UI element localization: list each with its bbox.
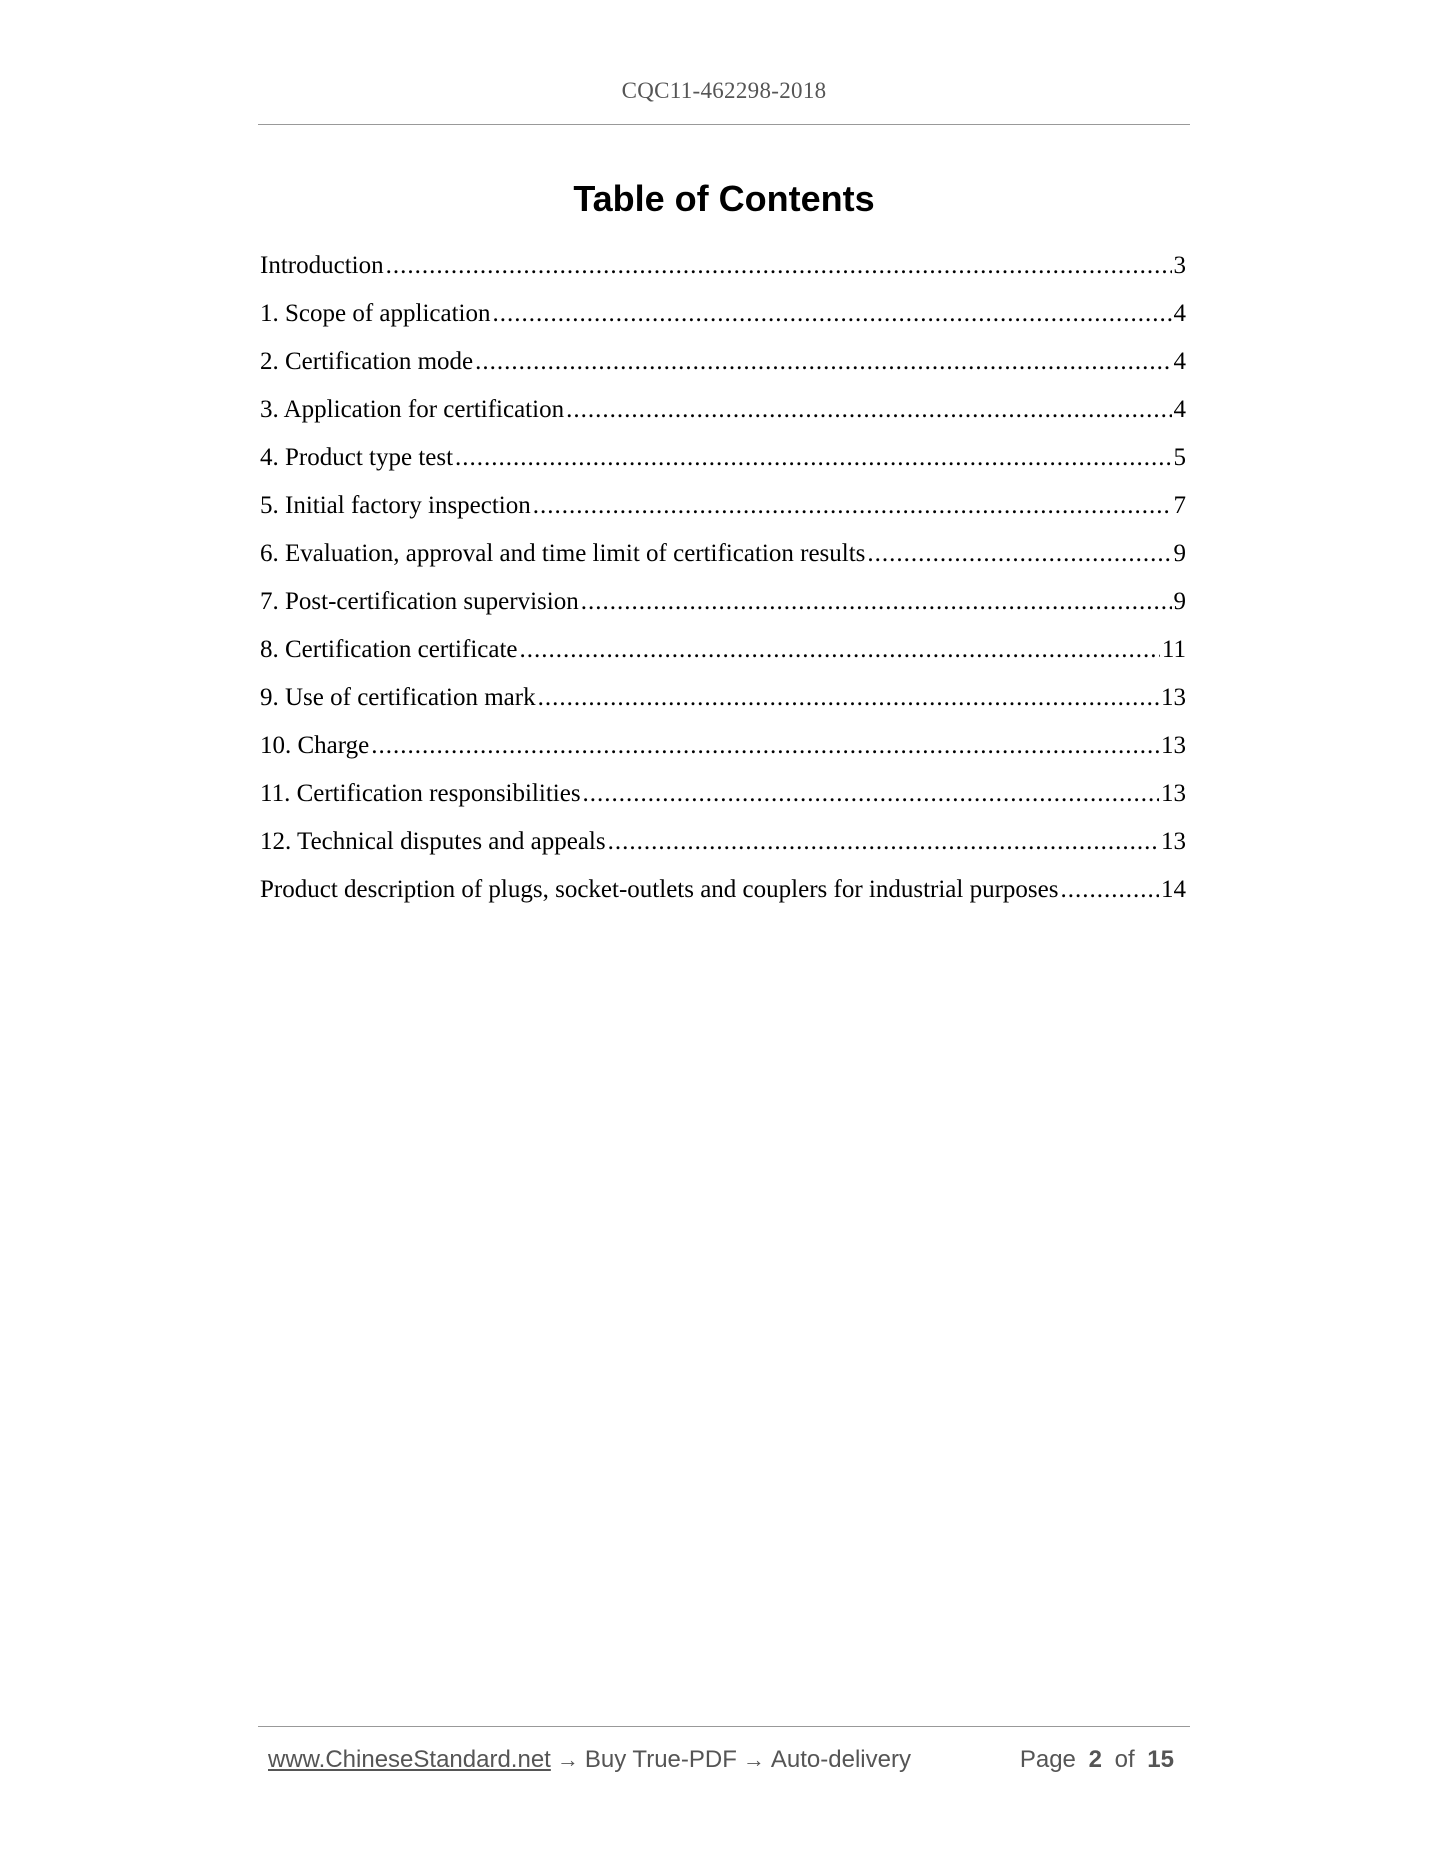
toc-entry-label: 4. Product type test <box>260 444 454 471</box>
toc-dot-leader <box>566 392 1171 428</box>
toc-entry-label: 7. Post-certification supervision <box>260 588 579 615</box>
of-label: of <box>1114 1746 1135 1773</box>
site-link[interactable]: www.ChineseStandard.net <box>268 1746 551 1773</box>
toc-entry-label: 6. Evaluation, approval and time limit of certification results <box>260 540 866 567</box>
toc-dot-leader <box>533 488 1172 524</box>
toc-dot-leader <box>386 248 1172 284</box>
toc-entry[interactable] <box>260 680 1186 728</box>
toc-entry-page: 14 <box>1161 876 1186 903</box>
toc-entry-page: 13 <box>1161 780 1186 807</box>
toc-entry-page: 13 <box>1161 684 1186 711</box>
header-divider <box>258 124 1190 125</box>
toc-entry[interactable] <box>260 248 1186 296</box>
toc-entry-page: 3 <box>1173 252 1186 279</box>
toc-entry-label: 12. Technical disputes and appeals <box>260 828 606 855</box>
toc-entry-label: 2. Certification mode <box>260 348 474 375</box>
toc-list <box>260 248 1186 920</box>
toc-entry-label: Introduction <box>260 252 384 279</box>
toc-entry-page: 13 <box>1161 828 1186 855</box>
footer-promo <box>268 1746 911 1774</box>
toc-entry-label: 9. Use of certification mark <box>260 684 536 711</box>
toc-entry-label: 11. Certification responsibilities <box>260 780 581 807</box>
toc-entry-page: 11 <box>1161 636 1186 663</box>
toc-entry-page: 5 <box>1173 444 1186 471</box>
toc-dot-leader <box>1060 872 1159 908</box>
toc-entry-page: 9 <box>1173 588 1186 615</box>
toc-dot-leader <box>475 344 1171 380</box>
toc-entry-page: 4 <box>1173 396 1186 423</box>
toc-entry-page: 7 <box>1173 492 1186 519</box>
toc-entry-label: 8. Certification certificate <box>260 636 518 663</box>
toc-entry-label: 5. Initial factory inspection <box>260 492 531 519</box>
arrow-right-icon: → <box>742 1747 765 1772</box>
toc-entry[interactable] <box>260 872 1186 920</box>
toc-entry-label: 10. Charge <box>260 732 370 759</box>
arrow-right-icon: → <box>556 1747 579 1772</box>
toc-entry[interactable] <box>260 728 1186 776</box>
toc-entry[interactable] <box>260 488 1186 536</box>
toc-entry-page: 4 <box>1173 300 1186 327</box>
toc-dot-leader <box>867 536 1171 572</box>
toc-entry-label: 3. Application for certification <box>260 396 565 423</box>
toc-entry[interactable] <box>260 584 1186 632</box>
toc-dot-leader <box>581 584 1172 620</box>
toc-entry[interactable] <box>260 392 1186 440</box>
toc-entry-page: 4 <box>1173 348 1186 375</box>
toc-entry-label: 1. Scope of application <box>260 300 491 327</box>
toc-entry[interactable] <box>260 296 1186 344</box>
auto-delivery-text: Auto-delivery <box>770 1746 911 1773</box>
toc-entry-label: Product description of plugs, socket-outlets and couplers for industrial purposes <box>260 876 1059 903</box>
buy-true-pdf-text: Buy True-PDF <box>584 1746 737 1773</box>
toc-dot-leader <box>371 728 1159 764</box>
page-label: Page <box>1019 1746 1076 1773</box>
document-code-header: CQC11-462298-2018 <box>621 78 827 103</box>
toc-dot-leader <box>608 824 1159 860</box>
toc-dot-leader <box>583 776 1159 812</box>
page-indicator <box>1020 1746 1180 1774</box>
toc-entry-page: 13 <box>1161 732 1186 759</box>
toc-entry-page: 9 <box>1173 540 1186 567</box>
toc-dot-leader <box>455 440 1171 476</box>
toc-entry[interactable] <box>260 536 1186 584</box>
toc-dot-leader <box>538 680 1159 716</box>
toc-entry[interactable] <box>260 440 1186 488</box>
toc-entry[interactable] <box>260 344 1186 392</box>
toc-dot-leader <box>520 632 1160 668</box>
total-pages-number: 15 <box>1147 1746 1174 1773</box>
toc-entry[interactable] <box>260 776 1186 824</box>
toc-entry[interactable] <box>260 632 1186 680</box>
toc-entry[interactable] <box>260 824 1186 872</box>
footer-divider <box>258 1726 1190 1727</box>
current-page-number: 2 <box>1088 1746 1102 1773</box>
page-footer <box>268 1743 1180 1777</box>
toc-title: Table of Contents <box>573 178 875 219</box>
toc-dot-leader <box>493 296 1172 332</box>
